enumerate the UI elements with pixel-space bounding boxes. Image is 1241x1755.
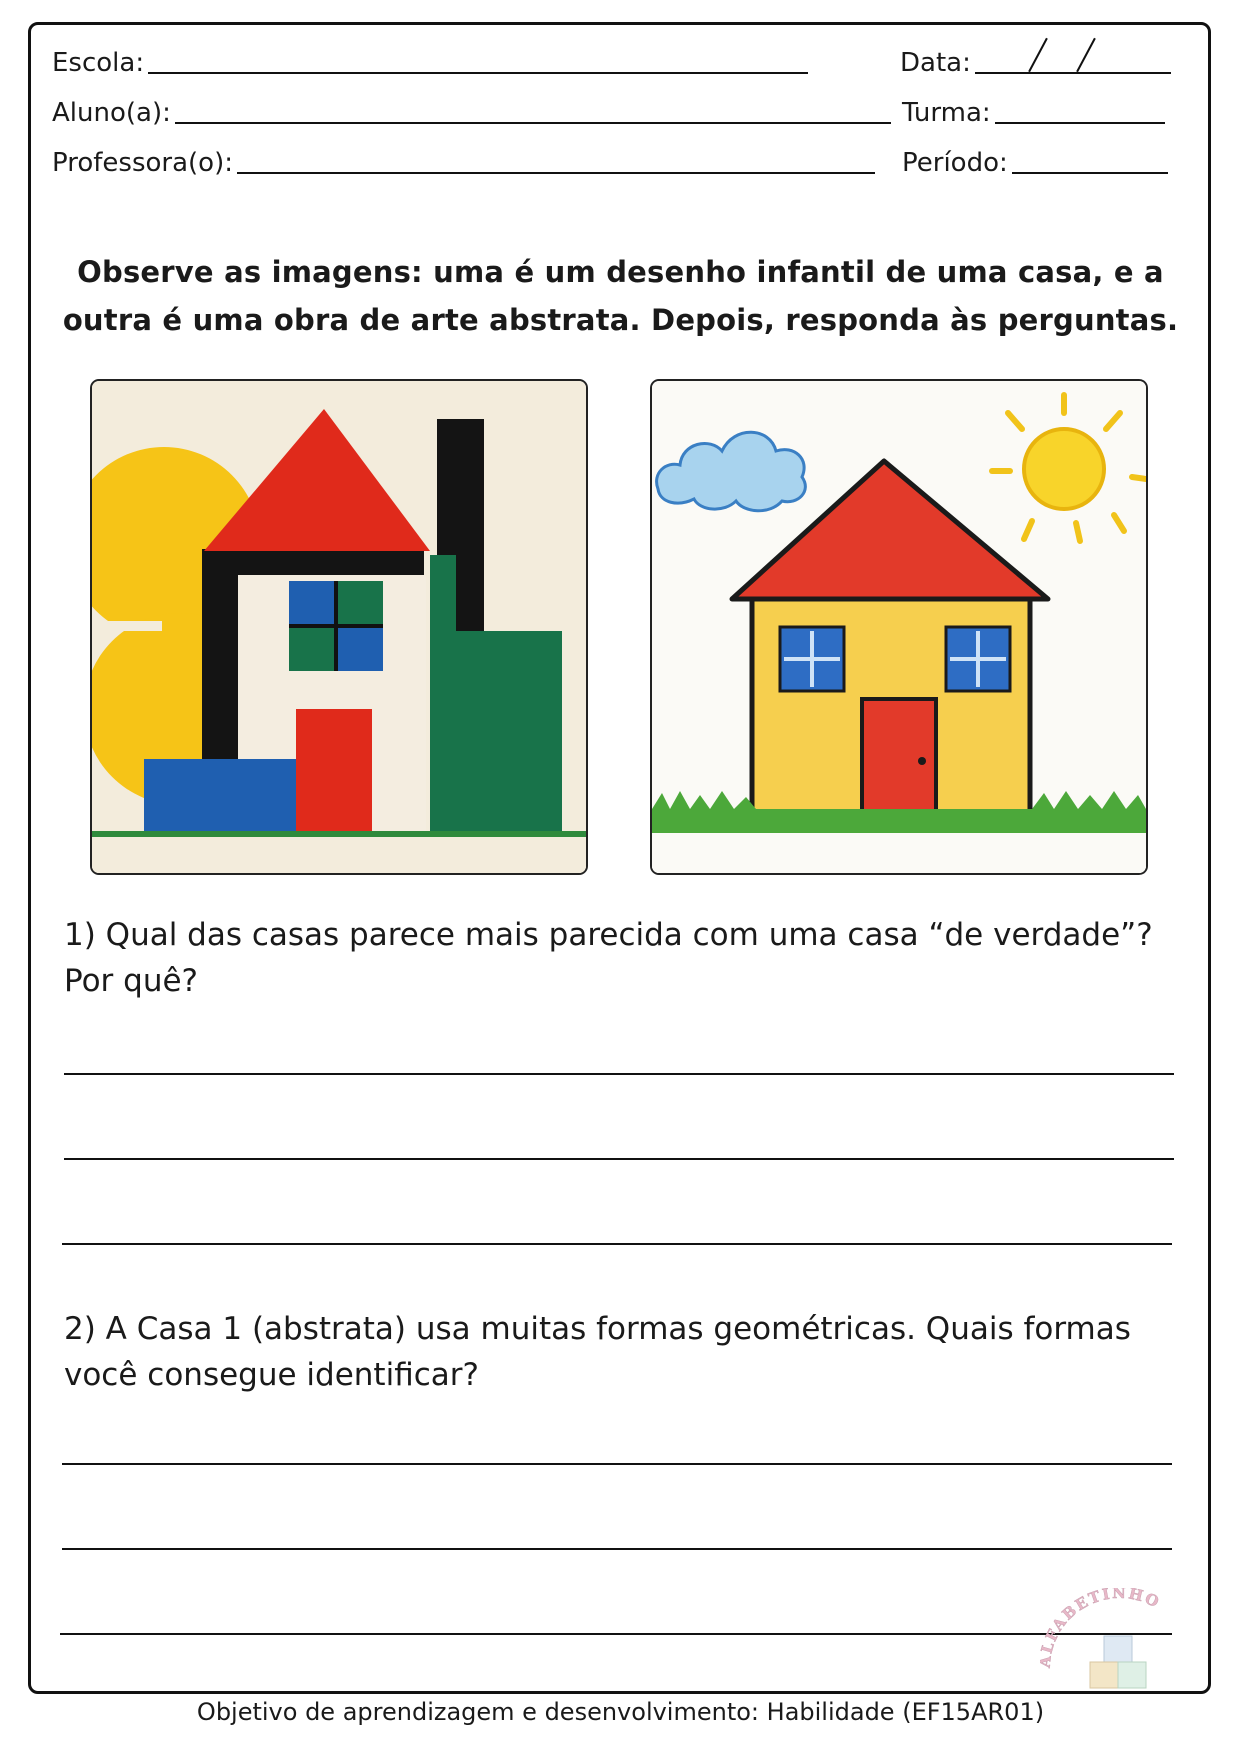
question-2-line-1: 2) A Casa 1 (abstrata) usa muitas formas geométricas. Quais formas (64, 1311, 1131, 1347)
answer-line[interactable] (62, 1243, 1172, 1245)
class-field[interactable] (995, 122, 1165, 124)
answer-line[interactable] (62, 1548, 1172, 1550)
school-row (52, 48, 808, 78)
instruction (50, 248, 1191, 344)
answer-line[interactable] (64, 1158, 1174, 1160)
answer-line[interactable] (64, 1073, 1174, 1075)
question-1 (64, 912, 1164, 1004)
student-row (52, 98, 891, 128)
date-field[interactable] (975, 72, 1171, 74)
alfabetinho-logo (1040, 1588, 1200, 1698)
svg-text:ALFABETINHO (1040, 1588, 1163, 1669)
answer-line[interactable] (62, 1463, 1172, 1465)
teacher-row (52, 148, 875, 178)
instruction-line-2: outra é uma obra de arte abstrata. Depois, responda às perguntas. (62, 303, 1179, 337)
question-1-line-1: 1) Qual das casas parece mais parecida com uma casa “de verdade”? (64, 917, 1153, 953)
question-1-line-2: Por quê? (64, 963, 199, 999)
school-label: Escola: (52, 48, 145, 78)
period-label: Período: (902, 148, 1008, 178)
student-label: Aluno(a): (52, 98, 171, 128)
student-field[interactable] (175, 122, 891, 124)
question-2 (64, 1306, 1164, 1398)
teacher-field[interactable] (237, 172, 875, 174)
class-label: Turma: (902, 98, 991, 128)
child-house-drawing (650, 379, 1148, 875)
learning-objective-footer: Objetivo de aprendizagem e desenvolvimento: Habilidade (EF15AR01) (196, 1698, 1045, 1726)
period-row (902, 148, 1168, 178)
period-field[interactable] (1012, 172, 1168, 174)
class-row (902, 98, 1165, 128)
logo-text: FABETINHO (1042, 1588, 1164, 1645)
school-field[interactable] (148, 72, 808, 74)
answer-line[interactable] (60, 1633, 1172, 1635)
date-label: Data: (900, 48, 971, 78)
teacher-label: Professora(o): (52, 148, 233, 178)
abstract-house-artwork (90, 379, 588, 875)
instruction-line-1: Observe as imagens: uma é um desenho infantil de uma casa, e a (77, 255, 1164, 289)
date-row (900, 48, 1171, 78)
question-2-line-2: você consegue identificar? (64, 1357, 479, 1393)
